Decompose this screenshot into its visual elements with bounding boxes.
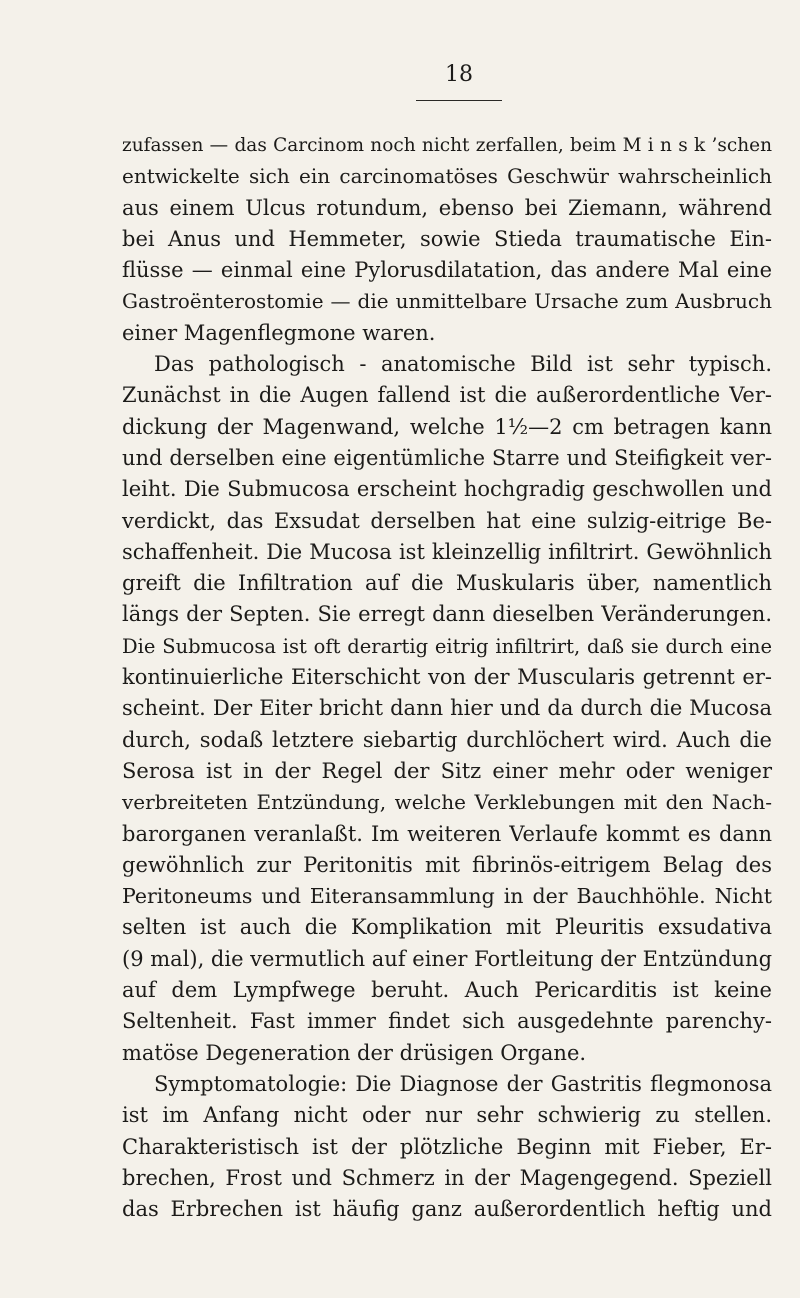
text-line: selten ist auch die Komplikation mit Pleuritis exsudativa — [122, 915, 772, 940]
text-line: dickung der Magenwand, welche 1½—2 cm betragen kann — [122, 414, 772, 439]
body-text — [122, 130, 772, 1225]
text-line: kontinuierliche Eiterschicht von der Muscularis getrennt er- — [122, 665, 772, 690]
text-line: Zunächst in die Augen fallend ist die außerordentliche Ver- — [122, 383, 772, 408]
text-line: das Erbrechen ist häufig ganz außerordentlich heftig und — [122, 1197, 772, 1222]
text-line: aus einem Ulcus rotundum, ebenso bei Ziemann, während — [122, 195, 772, 220]
text-line: verbreiteten Entzündung, welche Verklebungen mit den Nach- — [122, 790, 772, 815]
text-line: ist im Anfang nicht oder nur sehr schwierig zu stellen. — [122, 1103, 772, 1128]
text-line: durch, sodaß letztere siebartig durchlöchert wird. Auch die — [122, 727, 772, 752]
text-line: zufassen — das Carcinom noch nicht zerfallen, beim M i n s k ’schen — [122, 135, 772, 156]
text-line: längs der Septen. Sie erregt dann dieselben Veränderungen. — [122, 602, 772, 627]
text-line: Peritoneums und Eiteransammlung in der Bauchhöhle. Nicht — [122, 884, 772, 909]
text-line: bei Anus und Hemmeter, sowie Stieda traumatische Ein- — [122, 226, 772, 251]
text-line: barorganen veranlaßt. Im weiteren Verlaufe kommt es dann — [122, 821, 772, 846]
paragraph-start-line: Symptomatologie: Die Diagnose der Gastritis flegmonosa — [154, 1071, 772, 1096]
text-line: brechen, Frost und Schmerz in der Magengegend. Speziell — [122, 1165, 772, 1190]
text-line: leiht. Die Submucosa erscheint hochgradig geschwollen und — [122, 477, 772, 502]
text-line: gewöhnlich zur Peritonitis mit fibrinös-eitrigem Belag des — [122, 852, 772, 877]
text-line: schaffenheit. Die Mucosa ist kleinzellig infiltrirt. Gewöhnlich — [122, 539, 772, 564]
text-line: auf dem Lympfwege beruht. Auch Pericarditis ist keine — [122, 978, 772, 1003]
text-line: und derselben eine eigentümliche Starre und Steifigkeit ver- — [122, 445, 772, 470]
text-line: Seltenheit. Fast immer findet sich ausgedehnte parenchy- — [122, 1009, 772, 1034]
text-line: greift die Infiltration auf die Muskularis über, namentlich — [122, 571, 772, 596]
paragraph-end-line: matöse Degeneration der drüsigen Organe. — [122, 1040, 587, 1065]
page-number: 18 — [445, 62, 473, 87]
header-rule — [416, 100, 502, 101]
text-line: (9 mal), die vermutlich auf einer Fortleitung der Entzündung — [122, 946, 773, 971]
text-line: entwickelte sich ein carcinomatöses Geschwür wahrscheinlich — [122, 164, 772, 189]
text-line: Gastroënterostomie — die unmittelbare Ursache zum Ausbruch — [122, 289, 772, 314]
text-line: Charakteristisch ist der plötzliche Beginn mit Fieber, Er- — [122, 1134, 772, 1159]
paragraph-start-line: Das pathologisch - anatomische Bild ist sehr typisch. — [154, 352, 772, 377]
text-line: Serosa ist in der Regel der Sitz einer mehr oder weniger — [122, 758, 772, 783]
text-line: verdickt, das Exsudat derselben hat eine sulzig-eitrige Be- — [122, 508, 772, 533]
text-line: flüsse — einmal eine Pylorusdilatation, das andere Mal eine — [122, 258, 772, 283]
text-line: Die Submucosa ist oft derartig eitrig infiltrirt, daß sie durch eine — [122, 634, 772, 658]
paragraph-end-line: einer Magenflegmone waren. — [122, 320, 436, 345]
text-line: scheint. Der Eiter bricht dann hier und da durch die Mucosa — [122, 696, 772, 721]
